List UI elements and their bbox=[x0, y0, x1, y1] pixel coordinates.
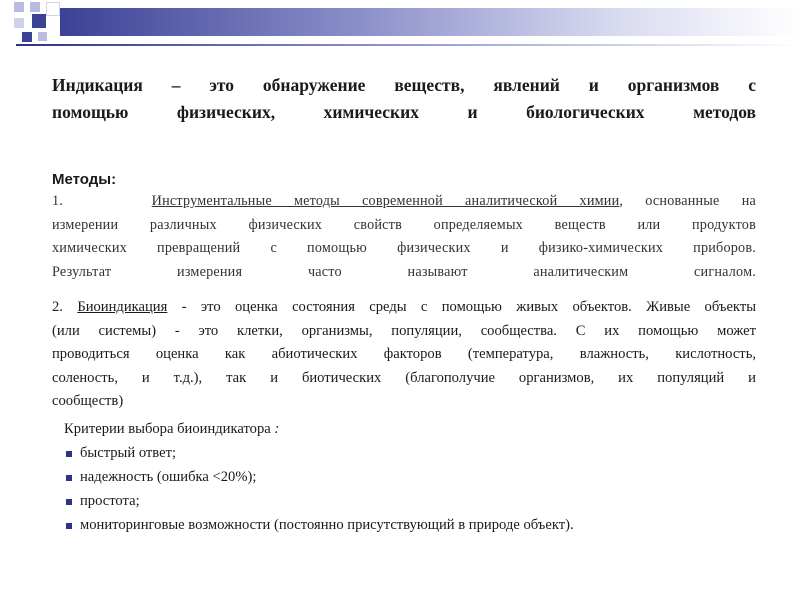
criteria-item-text: быстрый ответ; bbox=[80, 444, 177, 461]
method-1-line: Результат измерения часто называют аналитическим сигналом. bbox=[52, 263, 756, 280]
criteria-title-text: Критерии выбора биоиндикатора bbox=[64, 420, 275, 437]
criteria-list bbox=[64, 441, 756, 537]
method-1-link[interactable]: Инструментальные методы современной аналитической химии bbox=[151, 193, 620, 209]
header-square bbox=[38, 32, 47, 41]
method-2-line: (или системы) - это клетки, организмы, популяции, сообщества. С их помощью может bbox=[52, 322, 756, 339]
method-2-paragraph bbox=[52, 296, 756, 414]
title-line: Индикация – это обнаружение веществ, явлений и организмов с bbox=[52, 75, 756, 95]
slide-title bbox=[52, 72, 756, 126]
method-2-number: 2. bbox=[52, 299, 63, 315]
header-gradient-bar bbox=[60, 8, 800, 36]
criteria-item bbox=[64, 489, 756, 513]
square-bullet-icon bbox=[66, 475, 72, 481]
square-bullet-icon bbox=[66, 451, 72, 457]
header-square bbox=[14, 2, 24, 12]
criteria-item-text: мониторинговые возможности (постоянно присутствующий в природе объект). bbox=[80, 516, 574, 533]
method-1-line: измерении различных физических свойств определяемых веществ или продуктов bbox=[52, 216, 756, 233]
methods-label: Методы: bbox=[52, 171, 117, 188]
method-1-line: химических превращений с помощью физических и физико-химических приборов. bbox=[52, 240, 756, 256]
method-1-text: , основанные на bbox=[619, 193, 756, 209]
slide-content bbox=[52, 72, 756, 537]
header-square bbox=[22, 32, 32, 42]
criteria-title bbox=[64, 417, 756, 441]
method-2-link[interactable]: Биоиндикация bbox=[77, 299, 168, 315]
header-square bbox=[46, 2, 60, 16]
method-2-line: сообществ) bbox=[52, 393, 124, 409]
header-square bbox=[32, 14, 46, 28]
method-1-paragraph bbox=[52, 190, 756, 284]
criteria-item bbox=[64, 513, 756, 537]
criteria-item-text: простота; bbox=[80, 492, 140, 509]
square-bullet-icon bbox=[66, 499, 72, 505]
method-1-line bbox=[52, 190, 756, 214]
method-2-line: проводиться оценка как абиотических факторов (температура, влажность, кислотность, bbox=[52, 346, 756, 362]
criteria-section bbox=[64, 417, 756, 537]
criteria-title-colon: : bbox=[274, 420, 280, 437]
criteria-item-text: надежность (ошибка <20%); bbox=[80, 468, 257, 485]
header-square bbox=[14, 18, 24, 28]
criteria-item bbox=[64, 441, 756, 465]
method-1-number: 1. bbox=[52, 193, 64, 209]
square-bullet-icon bbox=[66, 523, 72, 529]
criteria-item bbox=[64, 465, 756, 489]
title-line: помощью физических, химических и биологических методов bbox=[52, 102, 756, 122]
method-2-line bbox=[52, 296, 756, 320]
header-underline bbox=[16, 44, 800, 46]
method-2-text: - это оценка состояния среды с помощью живых объектов. Живые объекты bbox=[167, 299, 756, 315]
header-square bbox=[30, 2, 40, 12]
method-2-line: соленость, и т.д.), так и биотических (благополучие организмов, их популяций и bbox=[52, 369, 756, 386]
